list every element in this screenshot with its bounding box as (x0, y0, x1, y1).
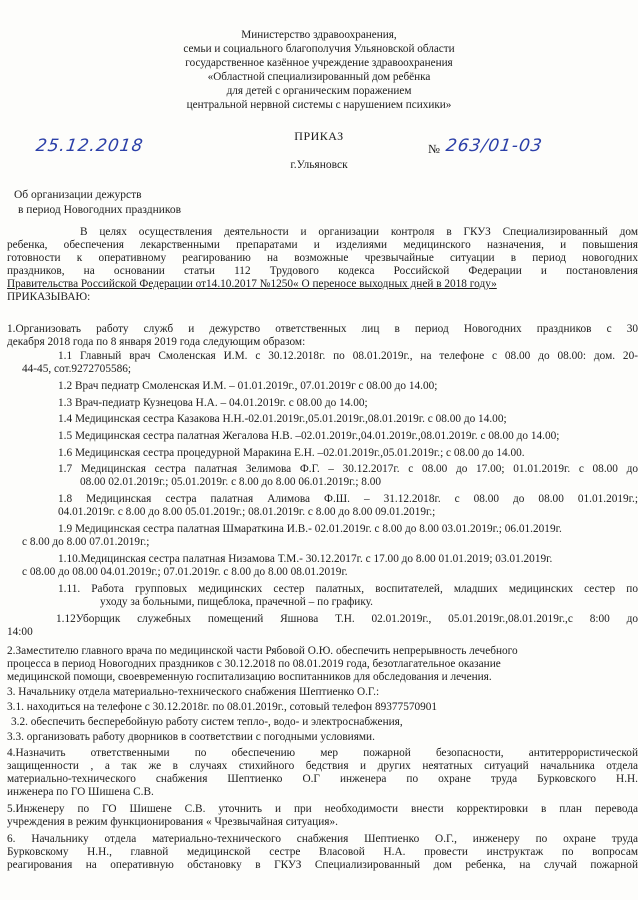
order-item-line: 1.5 Медицинская сестра палатная Жегалова Н.В. –02.01.2019г.,04.01.2019г.,08.01.2019г. с 08.00 до 14.00; (58, 430, 560, 442)
order-item-line: 3.2. обеспечить бесперебойную работу систем тепло-, водо- и электроснабжения, (11, 716, 403, 728)
order-item-line: 3.1. находиться на телефоне с 30.12.2018г. по 08.01.2019г., сотовый телефон 89377570901 (7, 701, 438, 713)
order-item-line: 1.6 Медицинская сестра процедурной Маракина Е.Н. –02.01.2019г.,05.01.2019г.; с 08.00 до 14.00. (58, 447, 525, 459)
letterhead-line: «Областной специализированный дом ребёнка (207, 71, 431, 83)
city-name: г.Ульяновск (290, 159, 348, 171)
handwritten-date: 25.12.2018 (34, 136, 145, 156)
order-item-line: учреждения в режим функционирования « Чрезвычайная ситуация». (7, 816, 338, 828)
paragraph-line: готовности к оперативному реагированию на возможные чрезвычайные ситуации в период новогодних (7, 252, 638, 264)
order-item-line: уходу за больными, пищеблока, прачечной – по графику. (100, 596, 373, 608)
order-item-line: 4.Назначить ответственными по обеспечению мер пожарной безопасности, антитеррористической (7, 747, 638, 759)
order-item-line: 1.7 Медицинская сестра палатная Зелимова Ф.Г. – 30.12.2017г. с 08.00 до 17.00; 01.01.2019г. с 08.00 до (58, 463, 638, 475)
order-item-line: 1.10.Медицинская сестра палатная Низамова Т.М.- 30.12.2017г. с 17.00 до 8.00 01.01.2019; 03.01.2019г. (58, 553, 553, 565)
letterhead-line: государственное казённое учреждение здравоохранения (185, 57, 453, 69)
order-item-line: 1.4 Медицинская сестра Казакова Н.Н.-02.01.2019г.,05.01.2019г.,08.01.2019г. с 08.00 до 14.00; (58, 413, 507, 425)
order-item-line: 1.11. Работа групповых медицинских сестер палатных, воспитателей, младших медицинских сестер по (58, 583, 638, 595)
letterhead-line: центральной нервной системы с нарушением психики» (186, 99, 452, 111)
order-item-line: 1.8 Медицинская сестра палатная Алимова Ф.Ш. – 31.12.2018г. с 08.00 до 08.00 01.01.2019г.; (58, 493, 638, 505)
subject-line: Об организации дежурств (14, 189, 142, 201)
handwritten-order-number: 263/01-03 (444, 136, 544, 156)
order-item-line: 1.Организовать работу служб и дежурство ответственных лиц в период Новогодних праздников с 30 (7, 323, 638, 335)
subject-line: в период Новогодних праздников (18, 204, 182, 216)
order-item-line: 1.12Уборщик служебных помещений Яшнова Т.Н. 02.01.2019г., 05.01.2019г.,08.01.2019г.,с 8:00 до (56, 613, 638, 625)
order-item-line: декабря 2018 года по 8 января 2019 года следующим образом: (7, 336, 306, 348)
letterhead-line: семьи и социального благополучия Ульяновской области (183, 43, 455, 55)
order-item-line: с 8.00 до 8.00 07.01.2019г.; (22, 536, 150, 548)
order-number-label: № (428, 142, 440, 156)
order-item-line: инженера по ГО Шишена С.В. (7, 786, 154, 798)
order-item-line: 44-45, сот.9272705586; (22, 363, 132, 375)
paragraph-line: ребенка, обеспечения лекарственными препаратами и изделиями медицинского назначения, и повышения (7, 239, 638, 251)
order-item-line: реагирования на оперативную обстановку в ГКУЗ Специализированный дом ребенка, на случай пожарной (7, 859, 638, 871)
order-item-line: 1.3 Врач-педиатр Кузнецова Н.А. – 04.01.2019г. с 08.00 до 14.00; (58, 397, 368, 409)
paragraph-line: В целях осуществления деятельности и организации контроля в ГКУЗ Специализированный дом (80, 226, 638, 238)
order-item-line: 1.1 Главный врач Смоленская И.М. с 30.12.2018г. по 08.01.2019г., на телефоне с 08.00 до 08.00: дом. 20- (58, 350, 638, 362)
order-item-line: 2.Заместителю главного врача по медицинской части Рябовой О.Ю. обеспечить непрерывность лечебного (7, 645, 518, 657)
order-item-line: 1.2 Врач педиатр Смоленская И.М. – 01.01.2019г., 07.01.2019г с 08.00 до 14.00; (58, 380, 438, 392)
order-item-line: Бурковскому Н.Н., главной медицинской сестре Власовой Н.А. провести инструктаж по вопросам (7, 846, 638, 858)
order-item-line: материально-технического снабжения Шептиенко О.Г инженера по охране труда Бурковского Н.Н. (7, 773, 638, 785)
order-item-line: 3.3. организовать работу дворников в соответствии с погодными условиями. (7, 731, 375, 743)
order-item-line: 08.00 02.01.2019г.; 05.01.2019г. с 8.00 до 8.00 06.01.2019г.; 8.00 (80, 476, 382, 488)
order-item-line: 1.9 Медицинская сестра палатная Шмараткина И.В.- 02.01.2019г. с 8.00 до 8.00 03.01.2019г.; 06.01.2019г. (58, 523, 562, 535)
order-item-line: 14:00 (7, 626, 33, 638)
order-word: ПРИКАЗЫВАЮ: (7, 291, 91, 303)
order-item-line: с 08.00 до 08.00 04.01.2019г.; 07.01.2019г. с 8.00 до 8.00 08.01.2019г. (22, 566, 348, 578)
order-item-line: 5.Инженеру по ГО Шишене С.В. уточнить и при необходимости внести корректировки в план перевода (7, 803, 638, 815)
order-item-line: процесса в период Новогодних праздников с 30.12.2018 по 08.01.2019 года, безотлагательное оказание (7, 658, 501, 670)
order-item-line: 3. Начальнику отдела материально-технического снабжения Шептиенко О.Г.: (7, 686, 380, 698)
order-title: ПРИКАЗ (294, 129, 344, 143)
letterhead-line: для детей с органическим поражением (226, 85, 412, 97)
paragraph-line: праздников, на основании статьи 112 Трудового кодекса Российской Федерации и постановления (7, 265, 638, 277)
order-item-line: 04.01.2019г. с 8.00 до 8.00 05.01.2019г.; 08.01.2019г. с 8.00 до 8.00 09.01.2019г.; (58, 506, 436, 518)
paragraph-line: Правительства Российской Федерации от14.10.2017 №1250« О переносе выходных дней в 2018 году» (7, 278, 497, 290)
order-item-line: 6. Начальнику отдела материально-технического снабжения Шептиенко О.Г., инженеру по охране труда (7, 833, 638, 845)
order-item-line: медицинской помощи, своевременную госпитализацию воспитанников для обследования и лечения. (7, 671, 492, 683)
order-item-line: защищенности , а так же в случаях стихийного бедствия и других неятатных ситуаций начальника отдела (7, 760, 638, 772)
letterhead-line: Министерство здравоохранения, (241, 29, 397, 41)
